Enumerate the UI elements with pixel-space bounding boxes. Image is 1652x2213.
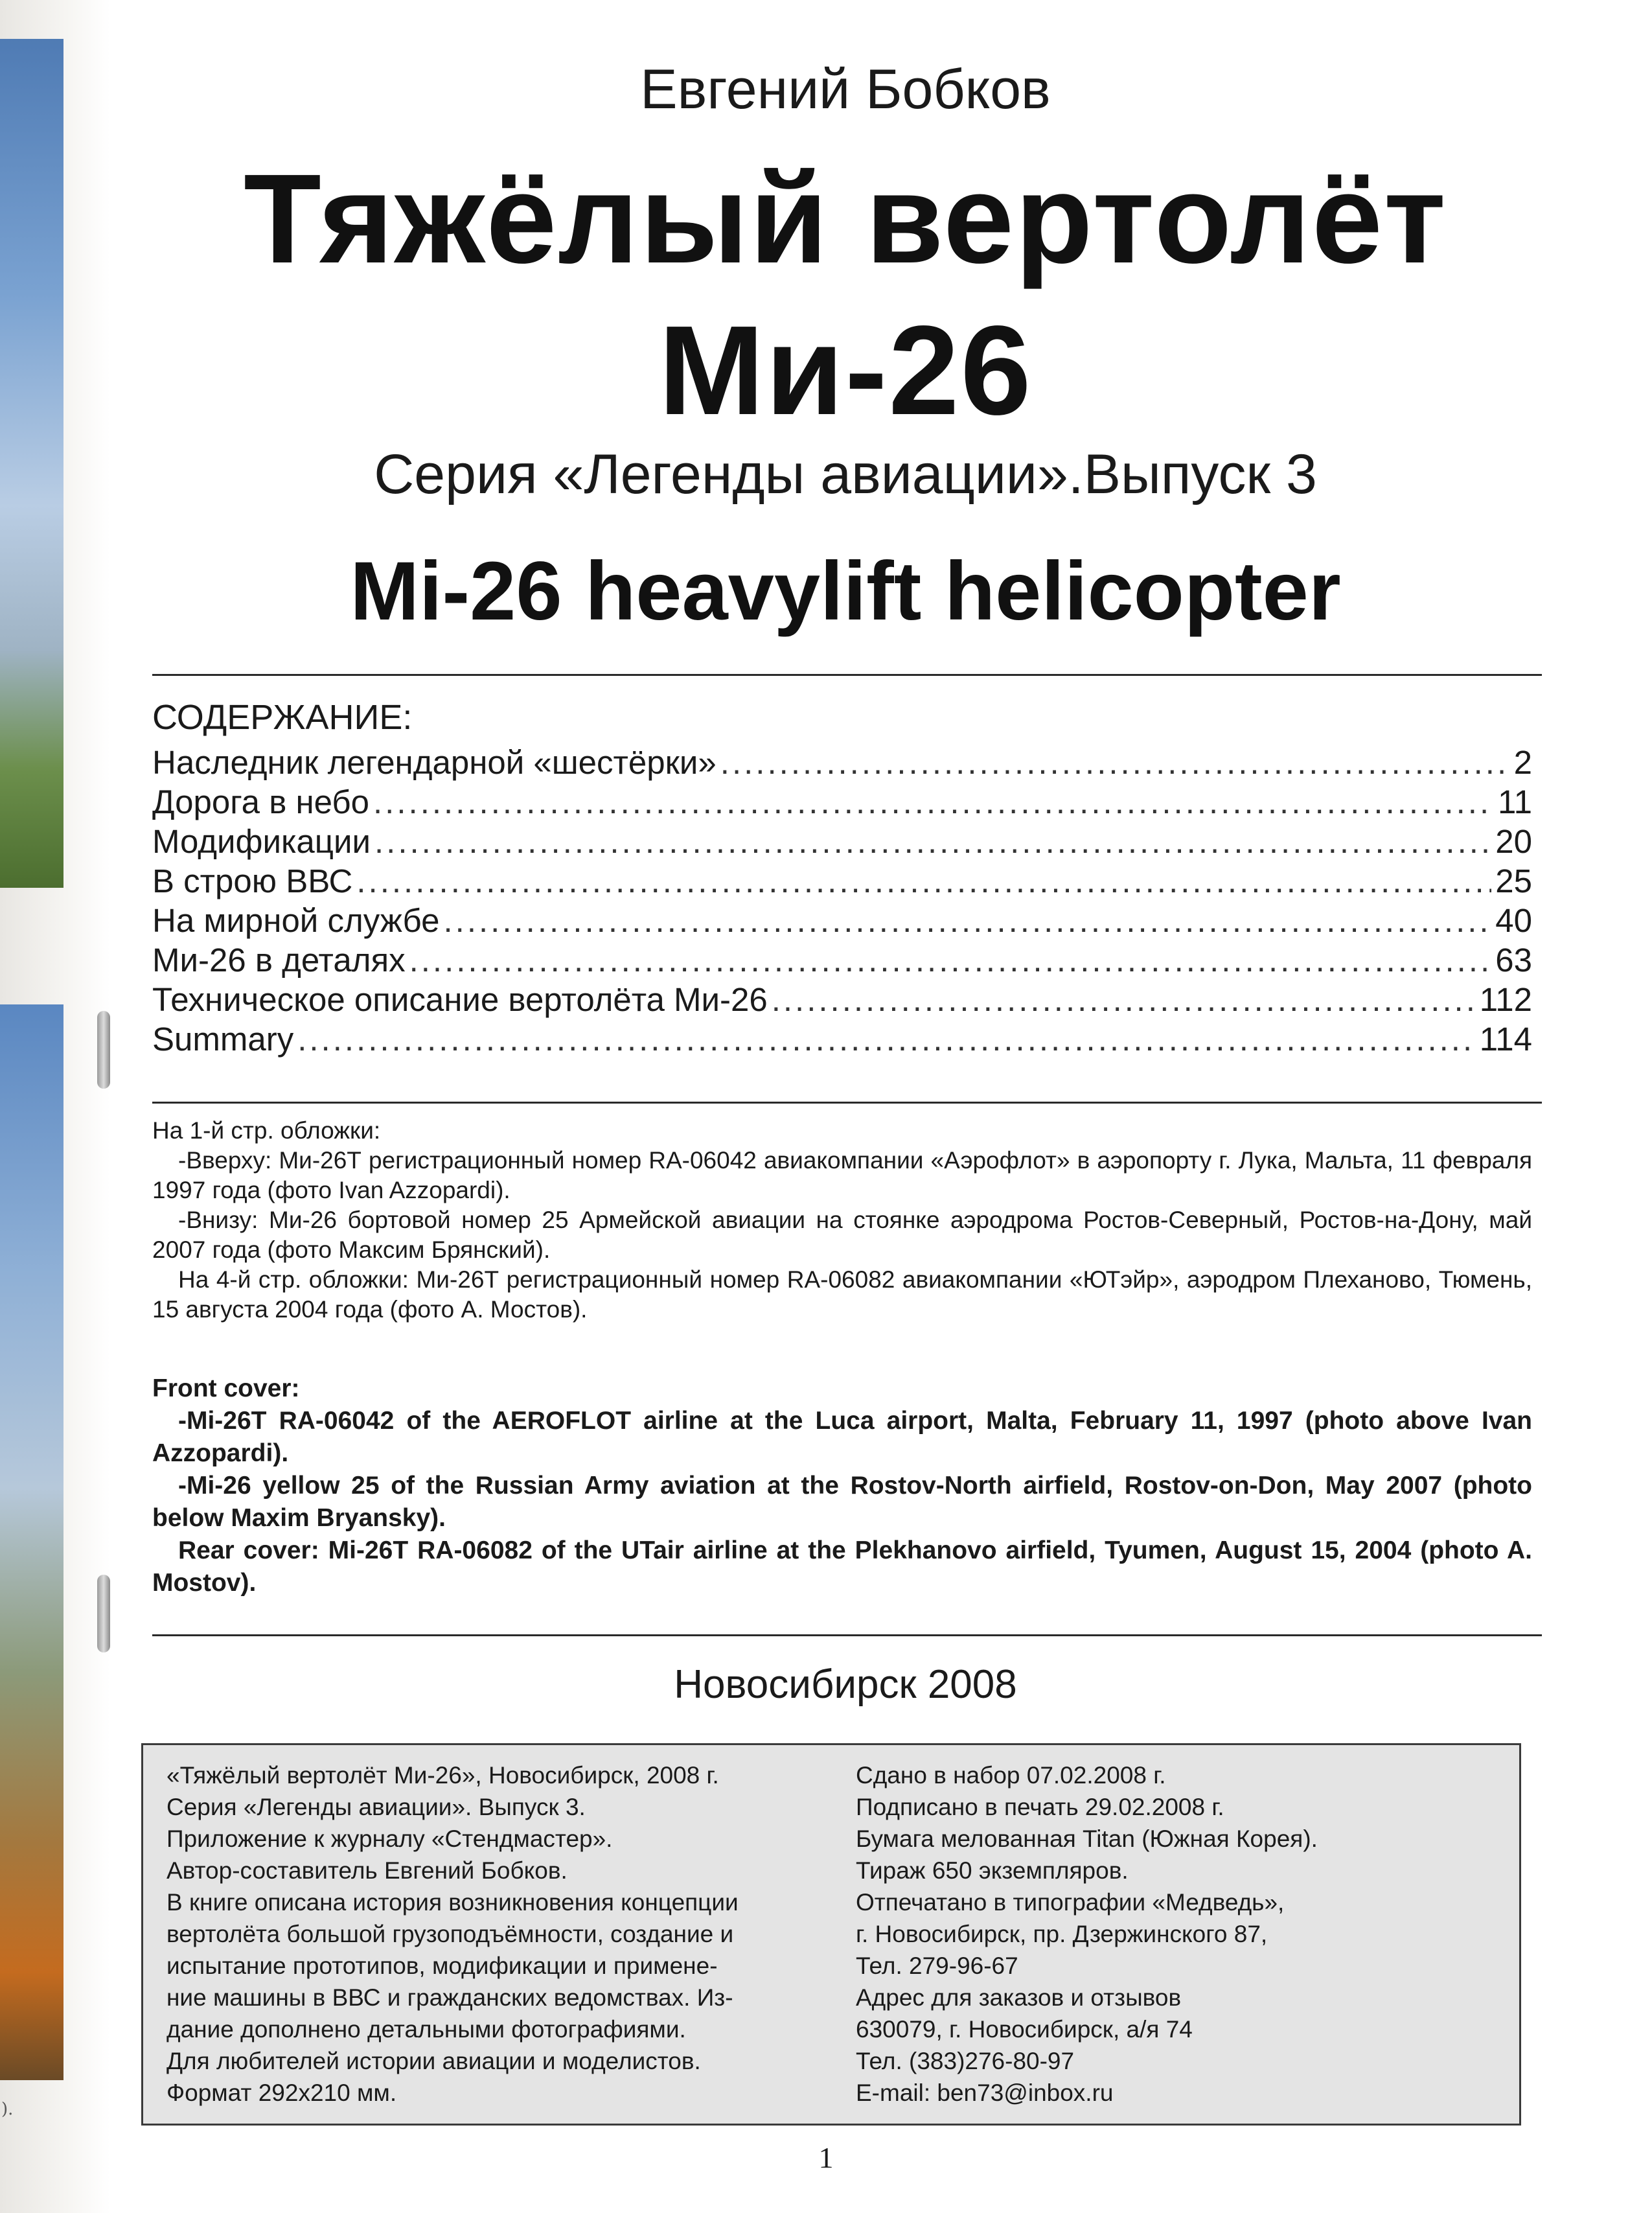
toc-entry-title: Наследник легендарной «шестёрки» [152,744,717,781]
divider [152,1634,1542,1636]
toc-entry-page: 20 [1495,823,1532,860]
toc-entry-page: 114 [1479,1021,1532,1058]
imprint-line: Подписано в печать 29.02.2008 г. [856,1794,1224,1820]
cover-notes-en-heading: Front cover: [152,1374,300,1402]
cover-notes-ru [152,1116,1532,1325]
cover-note-above: -Mi-26T RA-06042 of the AEROFLOT airline at the Luca airport, Malta, February 11, 1997 (photo above Ivan Azzopardi). [152,1407,1532,1467]
adjacent-page-photo-top [0,39,63,888]
cover-note-top: -Вверху: Ми-26Т регистрационный номер RA-06042 авиакомпании «Аэрофлот» в аэропорту г. Лука, Мальта, 11 февраля 1997 года (фото Ivan Azzopardi). [152,1147,1532,1203]
imprint-line: дание дополнено детальными фотографиями. [166,2016,686,2043]
imprint-line: Тел. (383)276-80-97 [856,2048,1075,2074]
page-number: 1 [818,2141,834,2174]
toc-entry[interactable] [152,980,1532,1019]
series-line: Серия «Легенды авиации».Выпуск 3 [374,443,1317,505]
city-year: Новосибирск 2008 [674,1662,1017,1707]
imprint-left-column [166,1759,840,2109]
imprint-line: ние машины в ВВС и гражданских ведомствах. Из- [166,1984,733,2011]
toc-entry[interactable] [152,940,1532,980]
toc-entry-page: 112 [1479,981,1532,1018]
imprint-line: Тираж 650 экземпляров. [856,1857,1129,1884]
toc-leader-dots [356,861,1491,901]
book-title-en: Mi-26 heavylift helicopter [350,545,1341,638]
table-of-contents [152,743,1532,1059]
toc-entry[interactable] [152,1019,1532,1059]
imprint-line: Бумага мелованная Titan (Южная Корея). [856,1825,1318,1852]
toc-entry-title: В строю ВВС [152,863,353,899]
author-name: Евгений Бобков [640,58,1051,121]
imprint-line: В книге описана история возникновения концепции [166,1889,739,1916]
imprint-line: испытание прототипов, модификации и примене- [166,1952,718,1979]
imprint-line: «Тяжёлый вертолёт Ми-26», Новосибирск, 2008 г. [166,1762,719,1789]
imprint-line: Автор-составитель Евгений Бобков. [166,1857,568,1884]
toc-leader-dots [409,940,1492,980]
toc-entry-page: 11 [1498,783,1532,820]
toc-entry-title: Дорога в небо [152,783,370,820]
toc-entry-title: На мирной службе [152,902,440,939]
imprint-line: Серия «Легенды авиации». Выпуск 3. [166,1794,586,1820]
toc-entry[interactable] [152,782,1532,822]
cover-note-bottom: -Внизу: Ми-26 бортовой номер 25 Армейской авиации на стоянке аэродрома Ростов-Северный, Ростов-на-Дону, май 2007 года (фото Максим Брянский). [152,1207,1532,1263]
imprint-line: Тел. 279-96-67 [856,1952,1018,1979]
toc-entry[interactable] [152,861,1532,901]
toc-leader-dots [374,822,1491,861]
toc-leader-dots [444,901,1492,940]
imprint-line: Сдано в набор 07.02.2008 г. [856,1762,1166,1789]
toc-entry-title: Ми-26 в деталях [152,942,406,979]
imprint-line: Приложение к журналу «Стендмастер». [166,1825,613,1852]
imprint-box [141,1743,1521,2126]
cover-note-rear-en: Rear cover: Mi-26T RA-06082 of the UTair airline at the Plekhanovo airfield, Tyumen, August 15, 2004 (photo A. Mostov). [152,1536,1532,1597]
toc-entry-page: 40 [1495,902,1532,939]
imprint-line: Отпечатано в типографии «Медведь», [856,1889,1285,1916]
imprint-line: вертолёта большой грузоподъёмности, создание и [166,1921,734,1947]
toc-entry[interactable] [152,822,1532,861]
cover-notes-en [152,1373,1532,1599]
cover-notes-ru-heading: На 1-й стр. обложки: [152,1117,381,1144]
adjacent-page-text-fragment: ). [1,2100,14,2119]
toc-leader-dots [297,1019,1475,1059]
toc-entry-page: 63 [1495,942,1532,979]
imprint-line: Для любителей истории авиации и моделистов. [166,2048,701,2074]
binding-staple-top [97,1011,110,1089]
book-title-ru-line2: Ми-26 [658,299,1033,441]
toc-leader-dots [373,782,1494,822]
toc-heading: СОДЕРЖАНИЕ: [152,698,413,737]
toc-entry-page: 25 [1495,863,1532,899]
imprint-right-column [856,1759,1491,2109]
toc-entry-title: Модификации [152,823,371,860]
binding-staple-bottom [97,1575,110,1652]
divider [152,1102,1542,1104]
toc-leader-dots [772,980,1476,1019]
toc-entry[interactable] [152,743,1532,782]
toc-entry-page: 2 [1513,744,1532,781]
cover-note-below: -Mi-26 yellow 25 of the Russian Army aviation at the Rostov-North airfield, Rostov-on-Don, May 2007 (photo below Maxim Bryansky). [152,1472,1532,1532]
imprint-line: Формат 292х210 мм. [166,2080,397,2106]
imprint-line: 630079, г. Новосибирск, а/я 74 [856,2016,1193,2043]
toc-entry-title: Summary [152,1021,294,1058]
imprint-line: Адрес для заказов и отзывов [856,1984,1182,2011]
toc-entry[interactable] [152,901,1532,940]
imprint-line: г. Новосибирск, пр. Дзержинского 87, [856,1921,1268,1947]
imprint-email[interactable]: E-mail: ben73@inbox.ru [856,2080,1114,2106]
cover-note-rear: На 4-й стр. обложки: Ми-26Т регистрационный номер RA-06082 авиакомпании «ЮТэйр», аэродром Плеханово, Тюмень, 15 августа 2004 года (фото А. Мостов). [152,1266,1532,1323]
toc-leader-dots [720,743,1510,782]
toc-entry-title: Техническое описание вертолёта Ми-26 [152,981,768,1018]
book-title-ru-line1: Тяжёлый вертолёт [244,148,1447,290]
adjacent-page-photo-bottom [0,1004,63,2080]
divider [152,674,1542,676]
